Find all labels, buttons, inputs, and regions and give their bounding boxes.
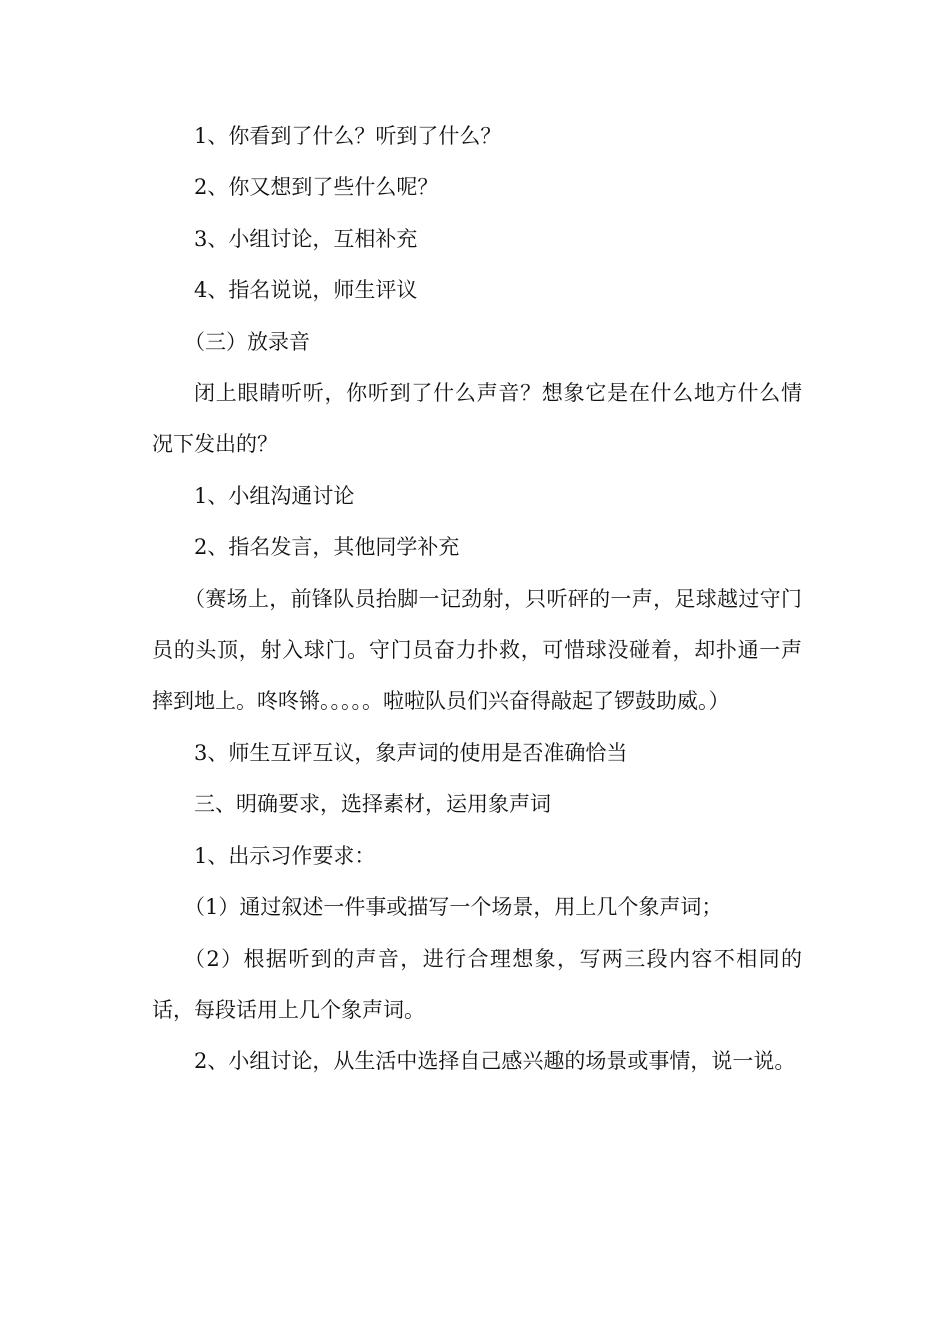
question-2: 2、你又想到了些什么呢？ bbox=[194, 175, 439, 200]
requirements-label: 1、出示习作要求： bbox=[194, 843, 376, 868]
section-heading-requirements: 三、明确要求，选择素材，运用象声词 bbox=[194, 792, 551, 817]
document-body bbox=[152, 111, 802, 1088]
section-heading-play-recording: （三）放录音 bbox=[184, 329, 310, 354]
step-name-speaking: 2、指名发言，其他同学补充 bbox=[194, 535, 460, 560]
step-name-and-review: 4、指名说说，师生评议 bbox=[194, 278, 418, 303]
question-1: 1、你看到了什么？听到了什么？ bbox=[194, 124, 502, 148]
requirement-2: （2）根据听到的声音，进行合理想象，写两三段内容不相同的话，每段话用上几个象声词。 bbox=[152, 946, 802, 1022]
step-mutual-review: 3、师生互评互议，象声词的使用是否准确恰当 bbox=[194, 740, 628, 765]
listening-instruction: 闭上眼睛听听，你听到了什么声音？想象它是在什么地方什么情况下发出的？ bbox=[152, 381, 802, 457]
step-group-communication: 1、小组沟通讨论 bbox=[194, 483, 355, 508]
requirement-1: （1）通过叙述一件事或描写一个场景，用上几个象声词； bbox=[184, 895, 723, 920]
step-group-discussion: 3、小组讨论，互相补充 bbox=[194, 226, 418, 251]
step-choose-scene: 2、小组讨论，从生活中选择自己感兴趣的场景或事情，说一说。 bbox=[194, 1049, 796, 1074]
sample-scene-paragraph: （赛场上，前锋队员抬脚一记劲射，只听砰的一声，足球越过守门员的头顶，射入球门。守门员奋力扑救，可惜球没碰着，却扑通一声摔到地上。咚咚锵。。。。。啦啦队员们兴奋得敲起了锣鼓助威。） bbox=[152, 586, 802, 714]
